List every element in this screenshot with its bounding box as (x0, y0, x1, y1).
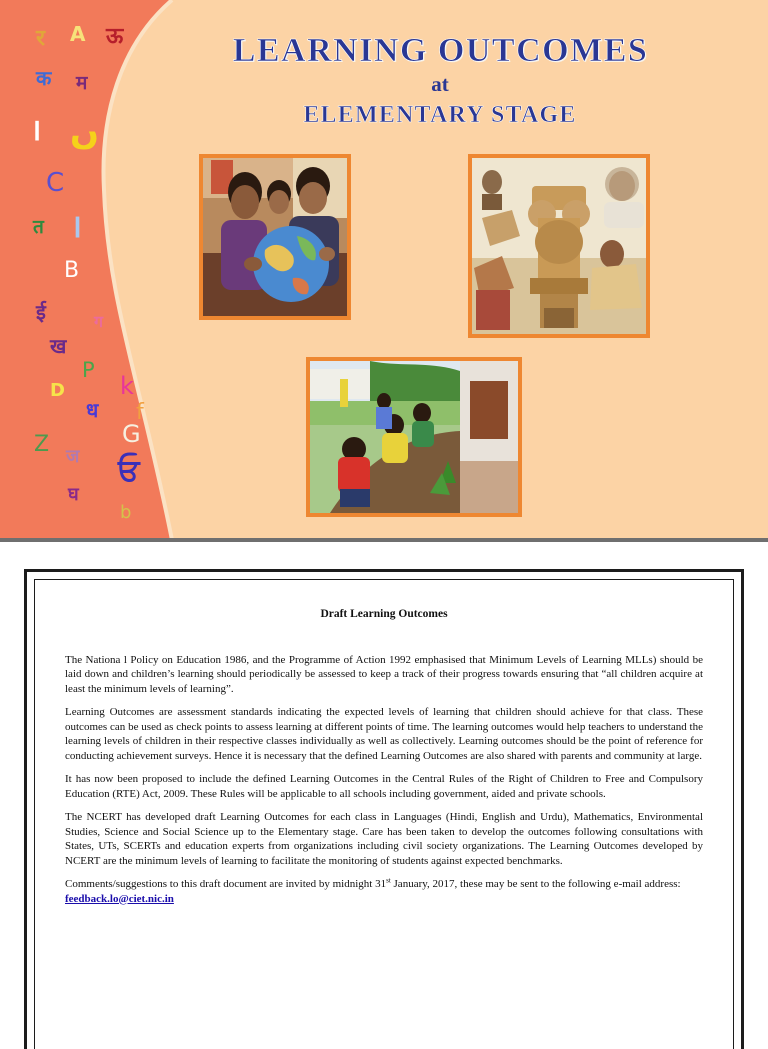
letter-p: P (82, 358, 95, 382)
comments-text-end: January, 2017, these may be sent to the following e-mail address: (390, 878, 681, 890)
photo-emblem-collage (468, 154, 650, 338)
letter-gha: घ (68, 484, 79, 505)
letter-ga: ग (94, 312, 104, 331)
letter-ka: क (36, 66, 52, 90)
letter-bar-2: । (70, 207, 83, 245)
photo-children-planting (306, 357, 522, 517)
letter-ii: ई (36, 300, 46, 324)
letter-f: f (136, 400, 144, 425)
letter-urdu-noon: ں (70, 113, 100, 153)
letter-b-upper: B (64, 258, 80, 283)
cover-title: LEARNING OUTCOMES (232, 32, 649, 69)
photo-children-globe (199, 154, 351, 320)
cover-divider (0, 538, 768, 542)
letter-a: A (70, 22, 86, 46)
letter-kha: ख (50, 334, 67, 358)
paragraph-policy: The Nationa l Policy on Education 1986, and the Programme of Action 1992 emphasised that Minimum Levels of Learning MLLs) should be laid down and children’s learning should periodically be assessed to keep a track of their progress towards ensuring that “all children acquire at least the minimum levels of learning”. (65, 653, 703, 695)
letter-dha: ध (86, 398, 99, 422)
letter-c: C (46, 168, 65, 198)
letter-g-upper: G (122, 420, 141, 448)
paragraph-ncert: The NCERT has developed draft Learning Outcomes for each class in Languages (Hindi, English and Urdu), Mathematics, Environmental Studies, Science and Social Science up to the Elementary stage. Care has been taken to develop the outcomes following consultations with States, UTs, SCERTs and education experts from organizations including civil society organizations. The Learning Outcomes developed by NCERT are the minimum levels of learning to facilitate the monitoring of students against expected benchmarks. (65, 811, 703, 867)
document-title: Draft Learning Outcomes (320, 608, 448, 620)
letter-ja: ज (66, 446, 80, 467)
comments-text: Comments/suggestions to this draft document are invited by midnight 31 (65, 878, 387, 890)
paragraph-assessment: Learning Outcomes are assessment standards indicating the expected levels of learning that children should achieve for that class. These outcomes can be used as check points to assess learning at different points of time. The learning outcomes would help teachers to understand the learning levels of children in their respective classes individually as well as collectively. Learning outcomes should be the point of reference for conducting achievement surveys. Hence it is necessary that the defined Learning Outcomes are also shared with parents and community at large. (65, 706, 703, 762)
letter-gurmukhi-oora: ਓ (118, 453, 140, 488)
letter-ra: र (36, 26, 45, 51)
paragraph-comments (65, 877, 703, 906)
letter-k-lower: k (120, 372, 134, 400)
date-suffix: st (386, 876, 391, 885)
letter-b-lower: b (120, 502, 132, 523)
letter-jha: ऊ (106, 24, 124, 49)
cover-subtitle: ELEMENTARY STAGE (303, 102, 577, 128)
letter-z: Z (34, 432, 50, 457)
document-body (65, 607, 703, 915)
letter-ma: म (76, 72, 88, 94)
feedback-email-link[interactable]: feedback.lo@ciet.nic.in (65, 892, 174, 905)
letter-d: D (50, 380, 65, 401)
letter-bar-1: । (30, 113, 42, 148)
paragraph-rte: It has now been proposed to include the defined Learning Outcomes in the Central Rules of the Right of Children to Free and Compulsory Education (RTE) Act, 2009. These Rules will be applicable to all schools including government, aided and private schools. (65, 773, 703, 800)
cover-title-at: at (431, 72, 449, 96)
letter-ta: त (33, 216, 44, 238)
